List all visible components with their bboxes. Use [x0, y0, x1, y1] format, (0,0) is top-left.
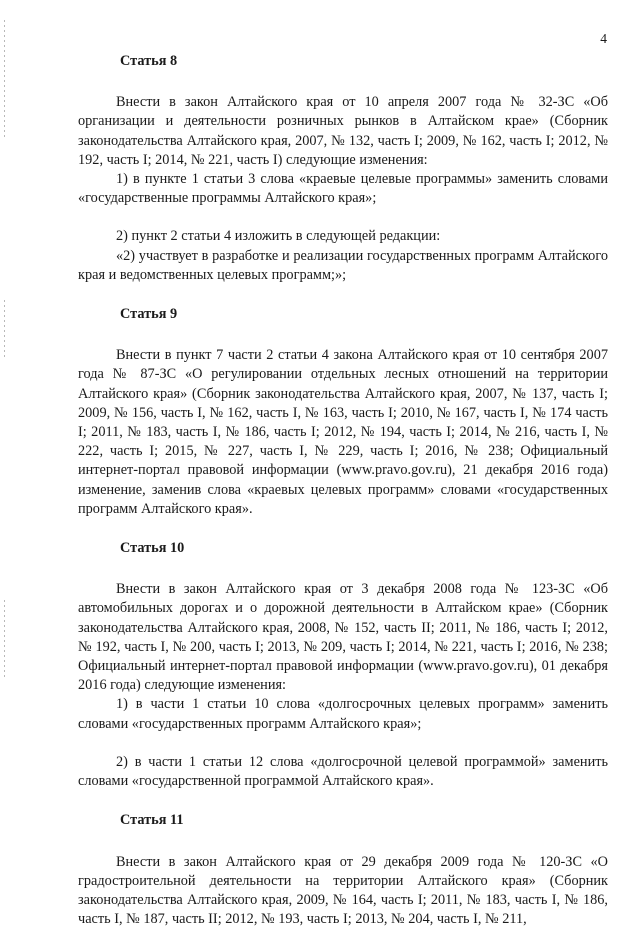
article-paragraph: 1) в пункте 1 статьи 3 слова «краевые целевые программы» заменить словами «государственные программы Алтайского края»; — [78, 170, 608, 208]
article-paragraph: Внести в закон Алтайского края от 3 декабря 2008 года № 123-ЗС «Об автомобильных дорогах и о дорожной деятельности в Алтайском крае» (Сборник законодательства Алтайского края, 2008, № 152, часть II; 2011, № 186, часть I; 2012, № 192, часть I, № 200, часть I; 2013, № 209, часть I; 2014, № 221, часть I; 2016, № 238; Официальный интернет-портал правовой информации (www.pravo.gov.ru), 01 декабря 2016 года) следующие изменения: — [78, 580, 608, 695]
article-paragraph: Внести в закон Алтайского края от 10 апреля 2007 года № 32-ЗС «Об организации и деятельности розничных рынков в Алтайском крае» (Сборник законодательства Алтайского края, 2007, № 132, часть I; 2009, № 162, часть I; 2012, № 192, часть I; 2014, № 221, часть I) следующие изменения: — [78, 93, 608, 170]
article-heading: Статья 9 — [120, 305, 608, 324]
article-heading: Статья 10 — [120, 539, 608, 558]
article-paragraph: 2) пункт 2 статьи 4 изложить в следующей редакции: — [78, 227, 608, 246]
article-paragraph: 1) в части 1 статьи 10 слова «долгосрочных целевых программ» заменить словами «государственных программ Алтайского края»; — [78, 695, 608, 733]
page-number: 4 — [600, 31, 607, 47]
article-paragraph: 2) в части 1 статьи 12 слова «долгосрочной целевой программой» заменить словами «государственной программой Алтайского края». — [78, 753, 608, 791]
article-9 — [78, 305, 608, 519]
scan-edge-mark — [4, 300, 5, 360]
article-8 — [78, 52, 608, 285]
article-heading: Статья 11 — [120, 811, 608, 830]
article-paragraph: «2) участвует в разработке и реализации государственных программ Алтайского края и ведомственных целевых программ;»; — [78, 247, 608, 285]
scan-edge-mark — [4, 20, 5, 140]
document-body — [78, 52, 608, 929]
article-10 — [78, 539, 608, 791]
article-heading: Статья 8 — [120, 52, 608, 71]
article-paragraph: Внести в закон Алтайского края от 29 декабря 2009 года № 120-ЗС «О градостроительной деятельности на территории Алтайского края» (Сборник законодательства Алтайского края, 2009, № 164, часть I; 2011, № 183, часть I, № 186, часть I, № 187, часть II; 2012, № 193, часть I; 2013, № 204, часть I, № 211, — [78, 853, 608, 929]
article-paragraph: Внести в пункт 7 части 2 статьи 4 закона Алтайского края от 10 сентября 2007 года № 87-ЗС «О регулировании отдельных лесных отношений на территории Алтайского края» (Сборник законодательства Алтайского края, 2007, № 137, часть I; 2009, № 156, часть I, № 162, часть I, № 163, часть I; 2010, № 167, часть I, № 174 часть I; 2011, № 183, часть I, № 186, часть I; 2012, № 194, часть I; 2014, № 216, часть I, № 222, часть I; 2015, № 227, часть I, № 229, часть I; 2016, № 238; Официальный интернет-портал правовой информации (www.pravo.gov.ru), 21 декабря 2016 года) изменение, заменив слова «краевых целевых программ» словами «государственных программ Алтайского края». — [78, 346, 608, 519]
article-11 — [78, 811, 608, 929]
scan-edge-mark — [4, 600, 5, 680]
